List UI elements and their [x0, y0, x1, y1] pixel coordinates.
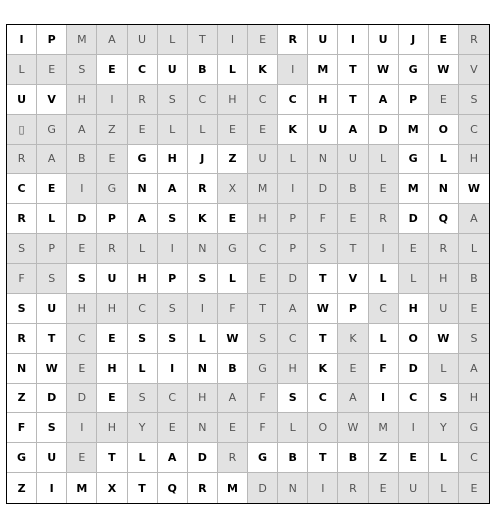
grid-cell[interactable]: L [399, 264, 429, 294]
grid-cell[interactable]: X [97, 473, 127, 503]
grid-cell[interactable]: D [278, 264, 308, 294]
grid-cell[interactable]: R [7, 204, 37, 234]
grid-cell[interactable]: L [158, 115, 188, 145]
grid-cell[interactable]: D [399, 354, 429, 384]
grid-cell[interactable]: C [278, 324, 308, 354]
grid-cell[interactable]: G [7, 443, 37, 473]
grid-cell[interactable]: O [429, 115, 459, 145]
grid-cell[interactable]: W [37, 354, 67, 384]
grid-cell[interactable]: L [429, 443, 459, 473]
grid-cell[interactable]: N [188, 354, 218, 384]
grid-cell[interactable]: I [278, 55, 308, 85]
grid-cell[interactable]: S [158, 324, 188, 354]
grid-cell[interactable]: N [188, 234, 218, 264]
grid-cell[interactable]: S [308, 234, 338, 264]
grid-cell[interactable]: K [188, 204, 218, 234]
grid-cell[interactable]: H [67, 85, 97, 115]
grid-cell[interactable]: S [188, 264, 218, 294]
grid-cell[interactable]: D [37, 384, 67, 414]
grid-cell[interactable]: T [97, 443, 127, 473]
grid-cell[interactable]: U [369, 25, 399, 55]
grid-cell[interactable]: A [67, 115, 97, 145]
grid-cell[interactable]: S [37, 413, 67, 443]
grid-cell[interactable]: A [338, 384, 368, 414]
grid-cell[interactable]: L [369, 324, 399, 354]
grid-cell[interactable]: C [459, 115, 489, 145]
grid-cell[interactable]: L [158, 25, 188, 55]
grid-cell[interactable]: E [399, 234, 429, 264]
grid-cell[interactable]: R [429, 234, 459, 264]
grid-cell[interactable]: H [67, 294, 97, 324]
grid-cell[interactable]: M [399, 115, 429, 145]
grid-cell[interactable]: K [308, 354, 338, 384]
grid-cell[interactable]: D [369, 115, 399, 145]
grid-cell[interactable]: S [67, 55, 97, 85]
grid-cell[interactable]: L [429, 354, 459, 384]
grid-cell[interactable]: Z [7, 384, 37, 414]
grid-cell[interactable]: I [218, 25, 248, 55]
grid-cell[interactable]: R [7, 145, 37, 175]
grid-cell[interactable]: D [248, 473, 278, 503]
grid-cell[interactable]: C [308, 384, 338, 414]
grid-cell[interactable]: E [158, 413, 188, 443]
grid-cell[interactable]: L [128, 443, 158, 473]
grid-cell[interactable]: C [278, 85, 308, 115]
grid-cell[interactable]: E [97, 145, 127, 175]
grid-cell[interactable]: D [67, 384, 97, 414]
grid-cell[interactable]: E [218, 204, 248, 234]
grid-cell[interactable]: U [158, 55, 188, 85]
grid-cell[interactable]: V [37, 85, 67, 115]
grid-cell[interactable]: Q [158, 473, 188, 503]
grid-cell[interactable]: Z [369, 443, 399, 473]
grid-cell[interactable]: G [218, 234, 248, 264]
grid-cell[interactable]: H [429, 264, 459, 294]
grid-cell[interactable]: H [248, 204, 278, 234]
grid-cell[interactable]: W [369, 55, 399, 85]
grid-cell[interactable]: L [218, 55, 248, 85]
grid-cell[interactable]: R [218, 443, 248, 473]
grid-cell[interactable]: L [128, 354, 158, 384]
grid-cell[interactable]: C [67, 324, 97, 354]
grid-cell[interactable]: C [188, 85, 218, 115]
grid-cell[interactable]: E [369, 473, 399, 503]
grid-cell[interactable]: O [308, 413, 338, 443]
grid-cell[interactable]: ▯ [7, 115, 37, 145]
grid-cell[interactable]: F [308, 204, 338, 234]
grid-cell[interactable]: I [7, 25, 37, 55]
grid-cell[interactable]: H [218, 85, 248, 115]
grid-cell[interactable]: C [128, 294, 158, 324]
grid-cell[interactable]: W [308, 294, 338, 324]
grid-cell[interactable]: N [128, 174, 158, 204]
grid-cell[interactable]: U [97, 264, 127, 294]
grid-cell[interactable]: I [97, 85, 127, 115]
grid-cell[interactable]: U [248, 145, 278, 175]
grid-cell[interactable]: C [7, 174, 37, 204]
grid-cell[interactable]: E [459, 473, 489, 503]
grid-cell[interactable]: D [188, 443, 218, 473]
grid-cell[interactable]: C [248, 234, 278, 264]
grid-cell[interactable]: A [158, 443, 188, 473]
grid-cell[interactable]: E [248, 264, 278, 294]
grid-cell[interactable]: E [369, 174, 399, 204]
grid-cell[interactable]: U [429, 294, 459, 324]
grid-cell[interactable]: G [128, 145, 158, 175]
grid-cell[interactable]: E [218, 413, 248, 443]
grid-cell[interactable]: M [399, 174, 429, 204]
grid-cell[interactable]: T [188, 25, 218, 55]
grid-cell[interactable]: C [369, 294, 399, 324]
grid-cell[interactable]: A [37, 145, 67, 175]
grid-cell[interactable]: A [459, 354, 489, 384]
grid-cell[interactable]: W [429, 55, 459, 85]
grid-cell[interactable]: S [7, 234, 37, 264]
grid-cell[interactable]: H [128, 264, 158, 294]
grid-cell[interactable]: R [7, 324, 37, 354]
grid-cell[interactable]: I [67, 174, 97, 204]
grid-cell[interactable]: G [399, 145, 429, 175]
grid-cell[interactable]: L [278, 145, 308, 175]
grid-cell[interactable]: M [248, 174, 278, 204]
grid-cell[interactable]: A [158, 174, 188, 204]
grid-cell[interactable]: E [37, 55, 67, 85]
grid-cell[interactable]: K [338, 324, 368, 354]
grid-cell[interactable]: E [67, 443, 97, 473]
grid-cell[interactable]: C [399, 384, 429, 414]
grid-cell[interactable]: S [248, 324, 278, 354]
grid-cell[interactable]: R [278, 25, 308, 55]
grid-cell[interactable]: L [459, 234, 489, 264]
grid-cell[interactable]: N [7, 354, 37, 384]
grid-cell[interactable]: N [188, 413, 218, 443]
grid-cell[interactable]: A [338, 115, 368, 145]
grid-cell[interactable]: L [278, 413, 308, 443]
grid-cell[interactable]: H [459, 384, 489, 414]
grid-cell[interactable]: B [338, 443, 368, 473]
grid-cell[interactable]: B [67, 145, 97, 175]
grid-cell[interactable]: U [37, 294, 67, 324]
grid-cell[interactable]: A [459, 204, 489, 234]
grid-cell[interactable]: K [278, 115, 308, 145]
grid-cell[interactable]: G [459, 413, 489, 443]
grid-cell[interactable]: E [67, 234, 97, 264]
grid-cell[interactable]: H [97, 354, 127, 384]
grid-cell[interactable]: H [459, 145, 489, 175]
grid-cell[interactable]: E [97, 55, 127, 85]
grid-cell[interactable]: H [399, 294, 429, 324]
grid-cell[interactable]: D [308, 174, 338, 204]
grid-cell[interactable]: H [308, 85, 338, 115]
grid-cell[interactable]: J [399, 25, 429, 55]
grid-cell[interactable]: I [67, 413, 97, 443]
grid-cell[interactable]: T [338, 234, 368, 264]
grid-cell[interactable]: Q [429, 204, 459, 234]
grid-cell[interactable]: V [338, 264, 368, 294]
grid-cell[interactable]: L [188, 324, 218, 354]
grid-cell[interactable]: H [278, 354, 308, 384]
grid-cell[interactable]: D [399, 204, 429, 234]
grid-cell[interactable]: L [429, 473, 459, 503]
grid-cell[interactable]: B [338, 174, 368, 204]
grid-cell[interactable]: L [7, 55, 37, 85]
grid-cell[interactable]: R [97, 234, 127, 264]
grid-cell[interactable]: Y [128, 413, 158, 443]
grid-cell[interactable]: F [7, 413, 37, 443]
grid-cell[interactable]: S [459, 324, 489, 354]
grid-cell[interactable]: B [188, 55, 218, 85]
grid-cell[interactable]: H [158, 145, 188, 175]
grid-cell[interactable]: P [37, 25, 67, 55]
grid-cell[interactable]: E [37, 174, 67, 204]
grid-cell[interactable]: X [218, 174, 248, 204]
grid-cell[interactable]: I [338, 25, 368, 55]
grid-cell[interactable]: L [429, 145, 459, 175]
grid-cell[interactable]: U [37, 443, 67, 473]
grid-cell[interactable]: U [308, 25, 338, 55]
grid-cell[interactable]: A [218, 384, 248, 414]
grid-cell[interactable]: L [218, 264, 248, 294]
grid-cell[interactable]: T [338, 55, 368, 85]
grid-cell[interactable]: U [7, 85, 37, 115]
grid-cell[interactable]: A [278, 294, 308, 324]
grid-cell[interactable]: V [459, 55, 489, 85]
grid-cell[interactable]: P [158, 264, 188, 294]
grid-cell[interactable]: E [248, 25, 278, 55]
grid-cell[interactable]: G [97, 174, 127, 204]
grid-cell[interactable]: C [128, 55, 158, 85]
grid-cell[interactable]: N [429, 174, 459, 204]
grid-cell[interactable]: T [338, 85, 368, 115]
grid-cell[interactable]: S [37, 264, 67, 294]
grid-cell[interactable]: E [248, 115, 278, 145]
grid-cell[interactable]: N [308, 145, 338, 175]
grid-cell[interactable]: U [338, 145, 368, 175]
grid-cell[interactable]: W [338, 413, 368, 443]
grid-cell[interactable]: E [459, 294, 489, 324]
grid-cell[interactable]: E [128, 115, 158, 145]
grid-cell[interactable]: W [429, 324, 459, 354]
grid-cell[interactable]: I [399, 413, 429, 443]
grid-cell[interactable]: R [128, 85, 158, 115]
grid-cell[interactable]: F [248, 413, 278, 443]
grid-cell[interactable]: G [37, 115, 67, 145]
grid-cell[interactable]: I [158, 354, 188, 384]
grid-cell[interactable]: R [369, 204, 399, 234]
grid-cell[interactable]: L [369, 264, 399, 294]
grid-cell[interactable]: L [369, 145, 399, 175]
grid-cell[interactable]: W [459, 174, 489, 204]
grid-cell[interactable]: G [399, 55, 429, 85]
grid-cell[interactable]: E [97, 324, 127, 354]
grid-cell[interactable]: H [97, 413, 127, 443]
grid-cell[interactable]: F [369, 354, 399, 384]
grid-cell[interactable]: S [158, 294, 188, 324]
grid-cell[interactable]: E [338, 204, 368, 234]
grid-cell[interactable]: A [97, 25, 127, 55]
grid-cell[interactable]: F [248, 384, 278, 414]
grid-cell[interactable]: N [278, 473, 308, 503]
grid-cell[interactable]: P [37, 234, 67, 264]
grid-cell[interactable]: G [248, 443, 278, 473]
word-search-grid [6, 24, 490, 504]
grid-cell[interactable]: E [67, 354, 97, 384]
grid-cell[interactable]: P [278, 204, 308, 234]
grid-cell[interactable]: D [67, 204, 97, 234]
grid-cell[interactable]: S [7, 294, 37, 324]
grid-cell[interactable]: I [158, 234, 188, 264]
grid-cell[interactable]: I [278, 174, 308, 204]
grid-cell[interactable]: H [97, 294, 127, 324]
grid-cell[interactable]: U [399, 473, 429, 503]
grid-cell[interactable]: U [308, 115, 338, 145]
grid-cell[interactable]: T [37, 324, 67, 354]
grid-cell[interactable]: S [128, 324, 158, 354]
grid-cell[interactable]: E [338, 354, 368, 384]
grid-cell[interactable]: E [399, 443, 429, 473]
grid-cell[interactable]: L [128, 234, 158, 264]
grid-cell[interactable]: U [128, 25, 158, 55]
grid-cell[interactable]: M [218, 473, 248, 503]
grid-cell[interactable]: T [128, 473, 158, 503]
grid-cell[interactable]: T [308, 443, 338, 473]
grid-cell[interactable]: P [399, 85, 429, 115]
grid-cell[interactable]: I [37, 473, 67, 503]
grid-cell[interactable]: R [188, 473, 218, 503]
grid-cell[interactable]: T [248, 294, 278, 324]
grid-cell[interactable]: P [338, 294, 368, 324]
grid-cell[interactable]: I [369, 234, 399, 264]
grid-cell[interactable]: I [369, 384, 399, 414]
grid-cell[interactable]: F [7, 264, 37, 294]
grid-cell[interactable]: Z [7, 473, 37, 503]
grid-cell[interactable]: T [308, 324, 338, 354]
grid-cell[interactable]: Z [97, 115, 127, 145]
grid-cell[interactable]: M [67, 25, 97, 55]
grid-cell[interactable]: E [429, 25, 459, 55]
grid-cell[interactable]: A [369, 85, 399, 115]
grid-cell[interactable]: K [248, 55, 278, 85]
grid-cell[interactable]: S [459, 85, 489, 115]
grid-cell[interactable]: M [308, 55, 338, 85]
grid-cell[interactable]: B [278, 443, 308, 473]
grid-cell[interactable]: E [218, 115, 248, 145]
grid-cell[interactable]: R [459, 25, 489, 55]
grid-cell[interactable]: W [218, 324, 248, 354]
grid-cell[interactable]: L [37, 204, 67, 234]
grid-cell[interactable]: F [218, 294, 248, 324]
grid-cell[interactable]: A [128, 204, 158, 234]
grid-cell[interactable]: P [278, 234, 308, 264]
grid-cell[interactable]: C [158, 384, 188, 414]
grid-cell[interactable]: M [369, 413, 399, 443]
grid-cell[interactable]: E [429, 85, 459, 115]
grid-cell[interactable]: R [338, 473, 368, 503]
grid-cell[interactable]: G [248, 354, 278, 384]
grid-cell[interactable]: M [67, 473, 97, 503]
grid-cell[interactable]: R [188, 174, 218, 204]
grid-cell[interactable]: P [97, 204, 127, 234]
grid-cell[interactable]: Y [429, 413, 459, 443]
grid-cell[interactable]: Z [218, 145, 248, 175]
grid-cell[interactable]: S [158, 85, 188, 115]
grid-cell[interactable]: C [248, 85, 278, 115]
grid-cell[interactable]: H [188, 384, 218, 414]
grid-cell[interactable]: C [459, 443, 489, 473]
grid-cell[interactable]: E [97, 384, 127, 414]
grid-cell[interactable]: S [278, 384, 308, 414]
grid-cell[interactable]: S [128, 384, 158, 414]
grid-cell[interactable]: S [158, 204, 188, 234]
grid-cell[interactable]: B [218, 354, 248, 384]
grid-cell[interactable]: I [308, 473, 338, 503]
grid-cell[interactable]: T [308, 264, 338, 294]
grid-cell[interactable]: I [188, 294, 218, 324]
grid-cell[interactable]: L [188, 115, 218, 145]
grid-cell[interactable]: J [188, 145, 218, 175]
grid-cell[interactable]: O [399, 324, 429, 354]
grid-cell[interactable]: B [459, 264, 489, 294]
grid-cell[interactable]: S [67, 264, 97, 294]
grid-cell[interactable]: S [429, 384, 459, 414]
